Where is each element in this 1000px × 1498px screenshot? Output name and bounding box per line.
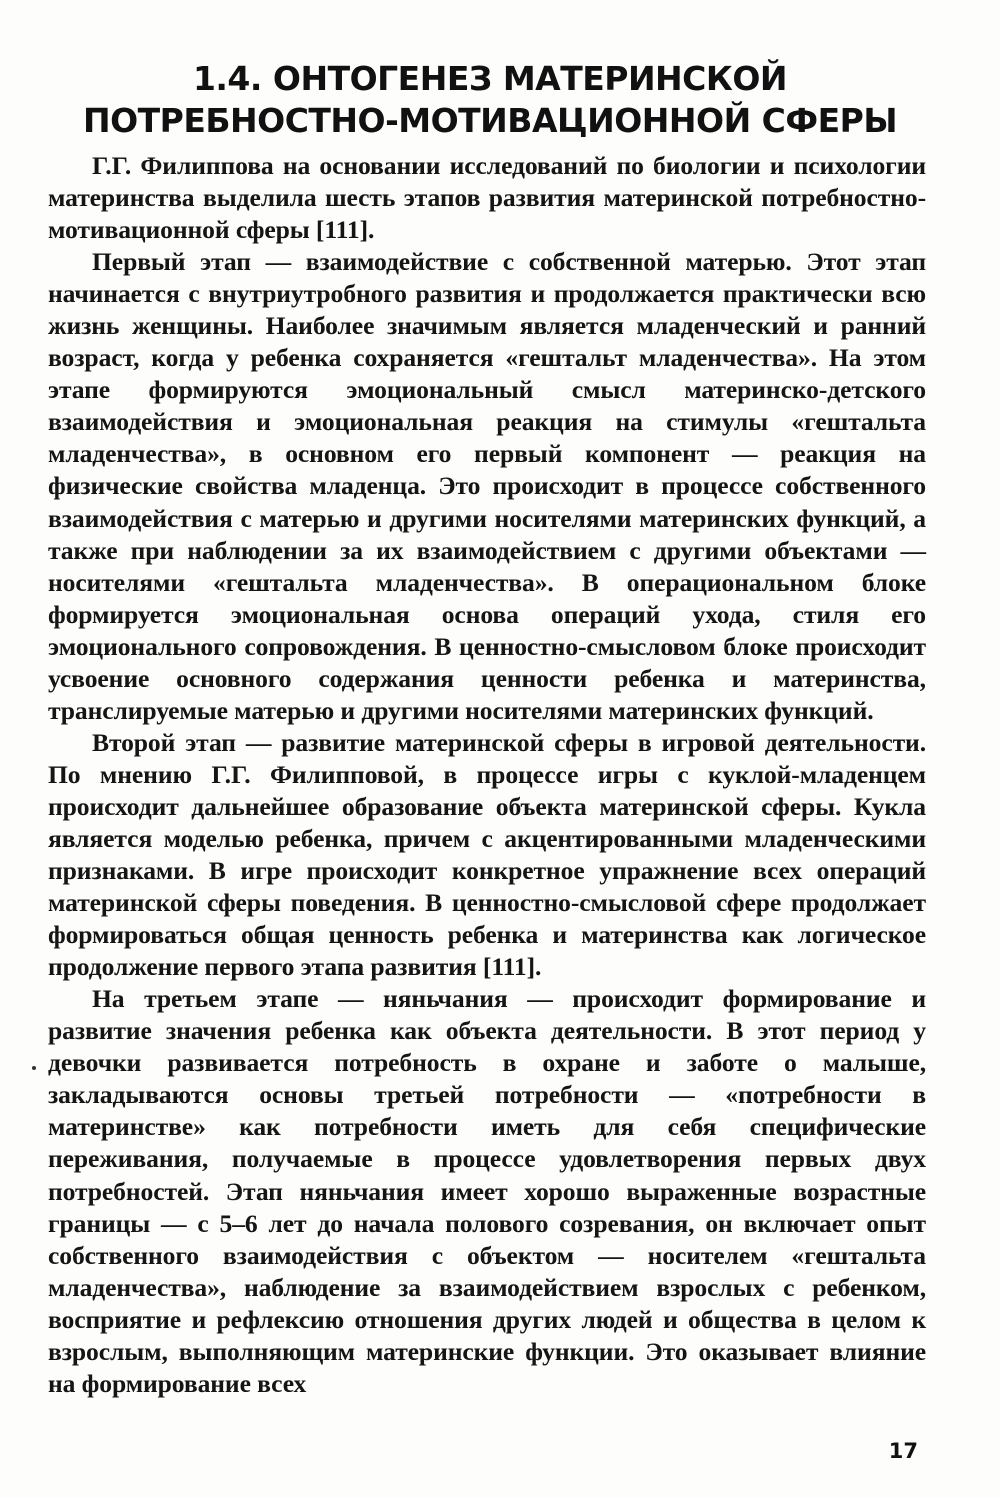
heading-line-1: 1.4. ОНТОГЕНЕЗ МАТЕРИНСКОЙ: [192, 59, 788, 98]
body-text: [48, 150, 926, 1400]
heading-line-2: ПОТРЕБНОСТНО-МОТИВАЦИОННОЙ СФЕРЫ: [82, 101, 898, 140]
page-number: 17: [888, 1439, 918, 1463]
paragraph-intro: Г.Г. Филиппова на основании исследований по биологии и психологии материнства выделила шесть этапов развития материнской потребностно-мотивационной сферы [111].: [48, 151, 926, 245]
section-heading: [40, 58, 940, 142]
print-speck: [32, 1066, 36, 1070]
paragraph-stage-1: Первый этап — взаимодействие с собственной матерью. Этот этап начинается с внутриутробного развития и продолжается практически всю жизнь женщины. Наиболее значимым является младенческий и ранний возраст, когда у ребенка сохраняется «гештальт младенчества». На этом этапе формируются эмоциональный смысл материнско-детского взаимодействия и эмоциональная реакция на стимулы «гештальта младенчества», в основном его первый компонент — реакция на физические свойства младенца. Это происходит в процессе собственного взаимодействия с матерью и другими носителями материнских функций, а также при наблюдении за их взаимодействием с другими объектами — носителями «гештальта младенчества». В операциональном блоке формируется эмоциональная основа операций ухода, стиля его эмоционального сопровождения. В ценностно-смысловом блоке происходит усвоение основного содержания ценности ребенка и материнства, транслируемые матерью и другими носителями материнских функций.: [48, 247, 926, 725]
paragraph-stage-3: На третьем этапе — няньчания — происходит формирование и развитие значения ребенка как объекта деятельности. В этот период у девочки развивается потребность в охране и заботе о малыше, закладываются основы третьей потребности — «потребности в материнстве» как потребности иметь для себя специфические переживания, получаемые в процессе удовлетворения первых двух потребностей. Этап няньчания имеет хорошо выраженные возрастные границы — с 5–6 лет до начала полового созревания, он включает опыт собственного взаимодействия с объектом — носителем «гештальта младенчества», наблюдение за взаимодействием взрослых с ребенком, восприятие и рефлексию отношения других людей и общества в целом к взрослым, выполняющим материнские функции. Это оказывает влияние на формирование всех: [48, 984, 926, 1398]
paragraph-stage-2: Второй этап — развитие материнской сферы в игровой деятельности. По мнению Г.Г. Филипповой, в процессе игры с куклой-младенцем происходит дальнейшее образование объекта материнской сферы. Кукла является моделью ребенка, причем с акцентированными младенческими признаками. В игре происходит конкретное упражнение всех операций материнской сферы поведения. В ценностно-смысловой сфере продолжает формироваться общая ценность ребенка и материнства как логическое продолжение первого этапа развития [111].: [48, 727, 926, 982]
